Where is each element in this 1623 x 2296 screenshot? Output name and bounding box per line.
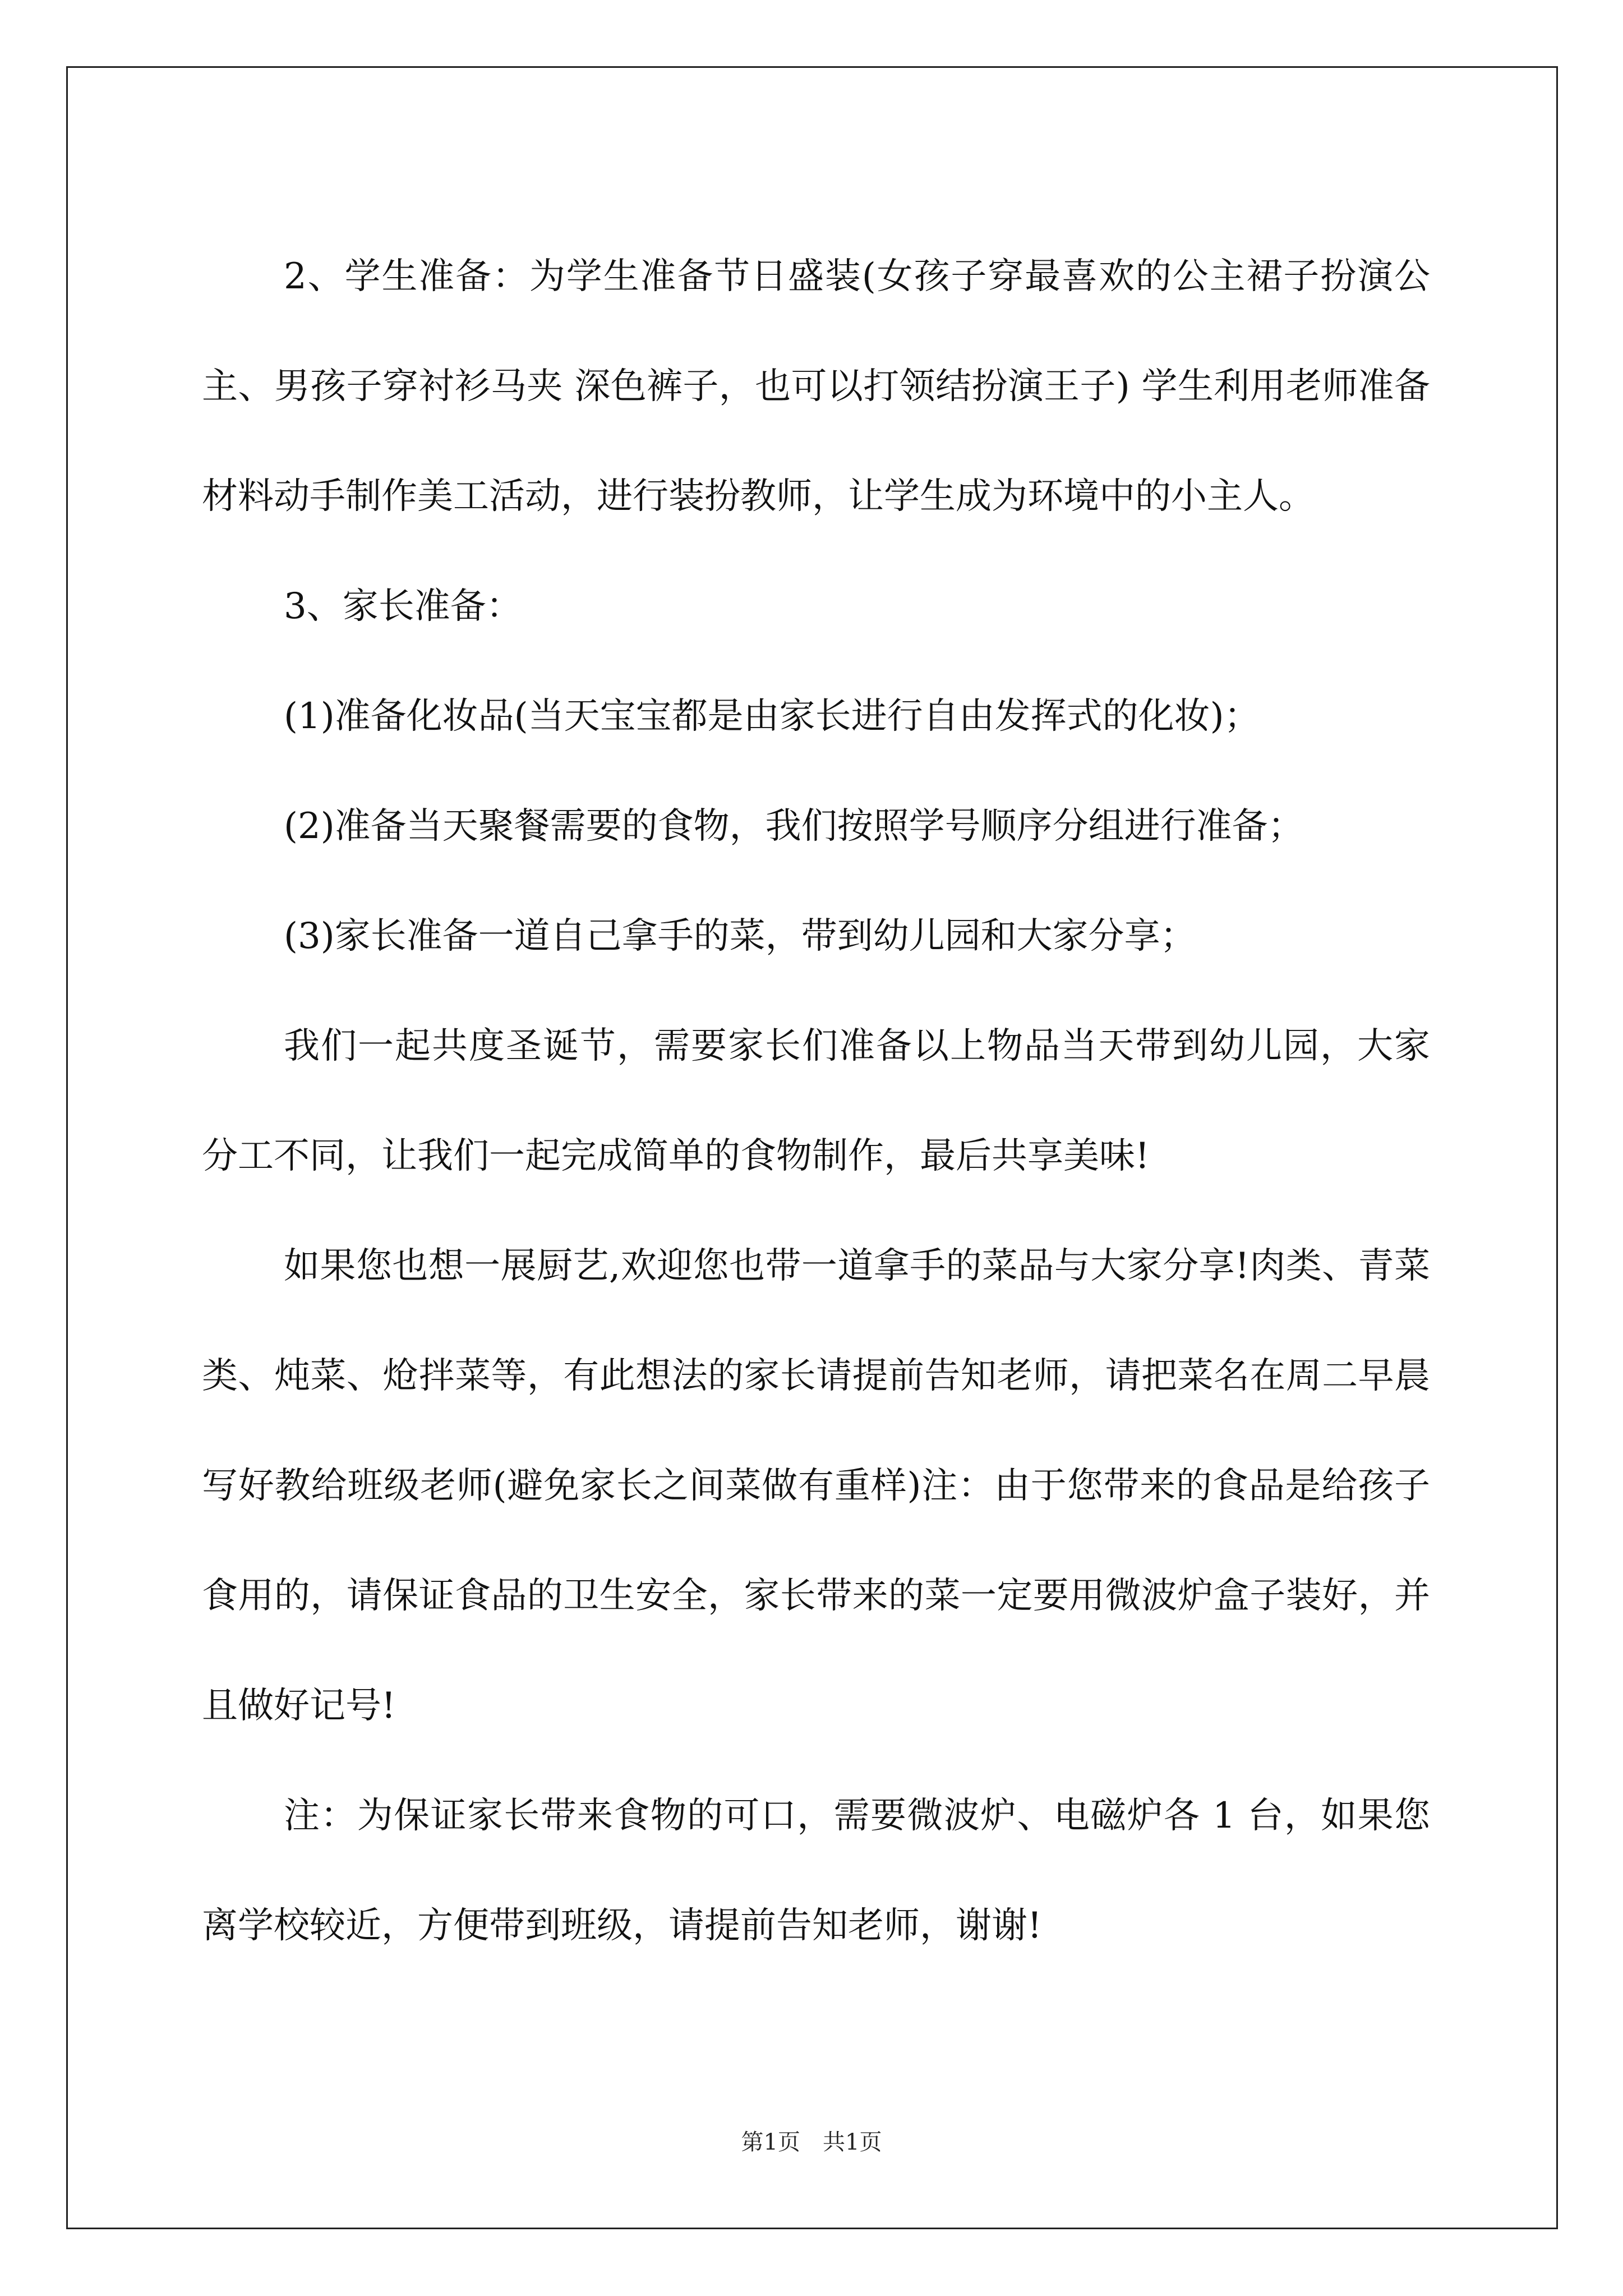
paragraph-parent-preparation-heading: 3、家长准备：	[284, 586, 522, 627]
paragraph-cooking-invitation: 如果您也想一展厨艺,欢迎您也带一道拿手的菜品与大家分享!肉类、青菜类、炖菜、炝拌菜等，有此想法的家长请提前告知老师，请把菜名在周二早晨写好教给班级老师(避免家长之间菜做有重样)注：由于您带来的食品是给孩子食用的，请保证食品的卫生安全，家长带来的菜一定要用微波炉盒子装好，并且做好记号!	[202, 1245, 1430, 1727]
paragraph-christmas-together: 我们一起共度圣诞节，需要家长们准备以上物品当天带到幼儿园，大家分工不同，让我们一起完成简单的食物制作，最后共享美味!	[202, 1025, 1430, 1177]
paragraph-item-3: (3)家长准备一道自己拿手的菜，带到幼儿园和大家分享；	[284, 915, 1196, 957]
document-body	[202, 222, 1430, 1981]
paragraph-item-1: (1)准备化妆品(当天宝宝都是由家长进行自由发挥式的化妆)；	[284, 696, 1260, 737]
paragraph-item-2: (2)准备当天聚餐需要的食物，我们按照学号顺序分组进行准备；	[284, 806, 1304, 847]
paragraph-student-preparation: 2、学生准备：为学生准备节日盛装(女孩子穿最喜欢的公主裙子扮演公主、男孩子穿衬衫马夹 深色裤子，也可以打领结扮演王子) 学生利用老师准备材料动手制作美工活动，进行装扮教师，让学生成为环境中的小主人。	[202, 256, 1430, 517]
paragraph-note-appliances: 注：为保证家长带来食物的可口，需要微波炉、电磁炉各 1 台，如果您离学校较近，方便带到班级，请提前告知老师，谢谢!	[202, 1795, 1430, 1947]
page-number-footer: 第1页 共1页	[741, 2129, 882, 2155]
